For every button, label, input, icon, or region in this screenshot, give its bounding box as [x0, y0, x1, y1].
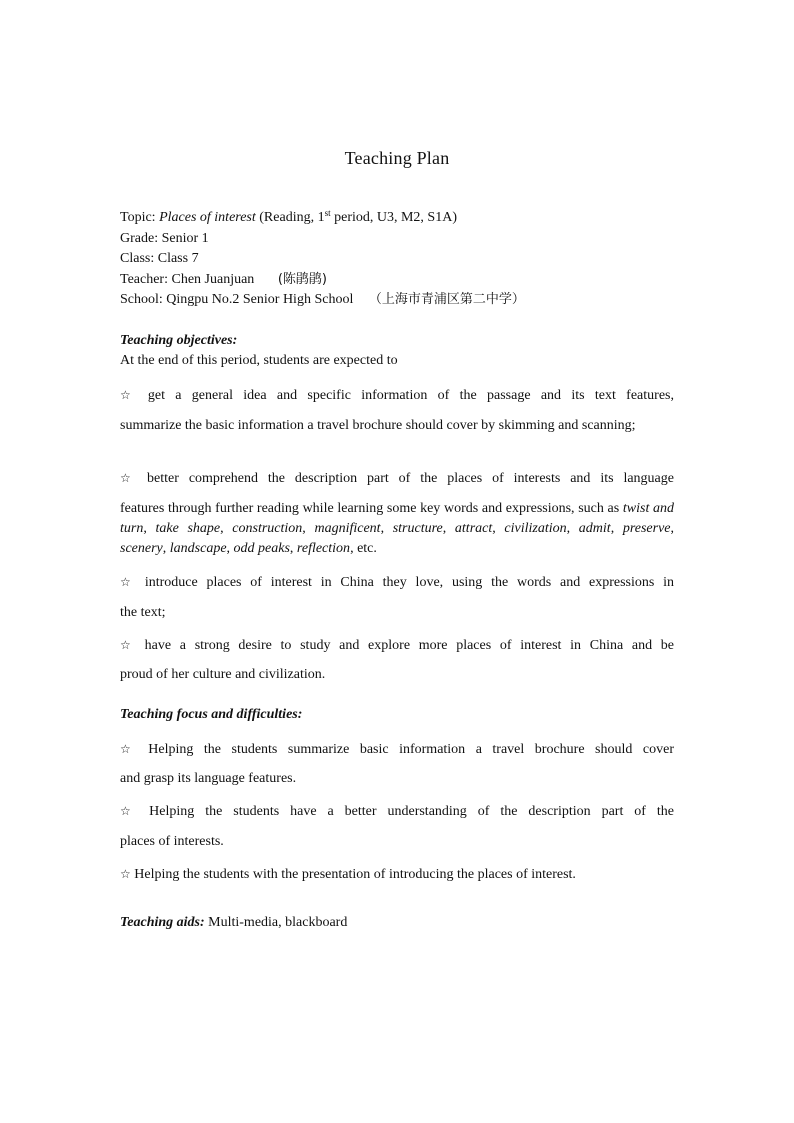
aids-line — [120, 915, 674, 931]
objectives-heading — [120, 333, 674, 349]
key-word: take shape — [155, 521, 221, 536]
key-word: construction — [232, 521, 303, 536]
key-word: attract — [454, 521, 493, 536]
objective-1-line-b: summarize the basic information a travel brochure should cover by skimming and scanning; — [120, 418, 636, 433]
focus-heading — [120, 707, 674, 723]
separator: , — [302, 521, 315, 536]
key-word: scenery — [120, 541, 163, 556]
topic-detail-b: period, U3, M2, S1A) — [330, 210, 457, 225]
separator: , — [610, 521, 623, 536]
separator: , — [492, 521, 505, 536]
focus-item-1-cont — [120, 769, 674, 789]
star-icon: ☆ — [120, 471, 138, 485]
objective-4-line-a: have a strong desire to study and explore more places of interest in China and be — [135, 638, 674, 653]
separator: , — [670, 521, 675, 536]
star-icon: ☆ — [120, 867, 131, 881]
school-name: School: Qingpu No.2 Senior High School — [120, 292, 354, 307]
star-icon: ☆ — [120, 638, 136, 652]
separator: , — [220, 521, 233, 536]
school-line — [120, 290, 680, 311]
objective-2-line-b-text: features through further reading while learning some key words and expressions, such as — [120, 501, 620, 516]
separator: , — [289, 541, 297, 556]
topic-value: Places of interest — [159, 210, 256, 225]
objective-item-4-cont — [120, 665, 674, 685]
objective-item-3-cont — [120, 603, 674, 623]
class-line: Class: Class 7 — [120, 251, 199, 266]
separator: , — [143, 521, 156, 536]
objective-2-line-b — [120, 499, 674, 559]
star-icon: ☆ — [120, 388, 138, 402]
objectives-heading-text: Teaching objectives: — [120, 333, 238, 348]
focus-item-1 — [120, 739, 674, 760]
focus-1-line-a: Helping the students summarize basic information a travel brochure should cover — [137, 742, 674, 757]
objective-4-line-b: proud of her culture and civilization. — [120, 667, 326, 682]
focus-2-line-a: Helping the students have a better understanding of the description part of the — [138, 804, 674, 819]
topic-detail-sup: st — [324, 208, 331, 218]
objectives-intro — [120, 353, 674, 369]
star-icon: ☆ — [120, 742, 138, 756]
key-word: civilization — [504, 521, 567, 536]
focus-item-2 — [120, 801, 674, 822]
objective-2-line-a: better comprehend the description part of the places of interests and its language — [137, 471, 674, 486]
star-icon: ☆ — [120, 575, 137, 589]
objective-1-line-a: get a general idea and specific information of the passage and its text features, — [137, 388, 674, 403]
objective-2-etc: , etc. — [350, 541, 377, 556]
teacher-name: Teacher: Chen Juanjuan — [120, 271, 255, 287]
lesson-info — [120, 208, 680, 311]
separator: , — [162, 541, 170, 556]
aids-value: Multi-media, blackboard — [204, 915, 348, 930]
key-word: odd peaks — [233, 541, 290, 556]
aids-label: Teaching aids: — [120, 915, 205, 930]
grade-line: Grade: Senior 1 — [120, 230, 209, 246]
key-word: twist and turn — [120, 501, 674, 536]
objective-item-2-cont — [120, 499, 674, 559]
key-word: reflection — [296, 541, 351, 556]
topic-label: Topic: — [120, 210, 156, 225]
separator: , — [380, 521, 393, 536]
separator: , — [226, 541, 234, 556]
objective-item-4 — [120, 635, 674, 656]
focus-3-line: Helping the students with the presentation of introducing the places of interest. — [130, 867, 576, 882]
key-word: structure — [392, 521, 443, 536]
topic-line — [120, 208, 680, 229]
focus-heading-text: Teaching focus and difficulties: — [120, 707, 303, 722]
focus-1-line-b: and grasp its language features. — [120, 771, 297, 786]
key-word: preserve — [622, 521, 671, 536]
objective-3-line-b: the text; — [120, 605, 166, 620]
objective-item-3 — [120, 572, 674, 593]
separator: , — [566, 521, 579, 536]
focus-item-2-cont — [120, 832, 674, 852]
teacher-line — [120, 270, 680, 291]
objective-item-1-cont — [120, 416, 674, 436]
objective-item-2 — [120, 468, 674, 489]
school-name-zh: （上海市青浦区第二中学） — [368, 292, 525, 307]
topic-detail-a: (Reading, 1 — [259, 210, 325, 225]
key-word: magnificent — [314, 521, 381, 536]
page-title: Teaching Plan — [344, 148, 450, 168]
teacher-name-zh: (陈鹃鹃) — [277, 271, 327, 287]
star-icon: ☆ — [120, 804, 139, 818]
focus-item-3 — [120, 864, 674, 885]
key-word: admit — [578, 521, 611, 536]
objective-item-1 — [120, 385, 674, 406]
focus-2-line-b: places of interests. — [120, 834, 224, 849]
key-word: landscape — [169, 541, 227, 556]
objectives-intro-text: At the end of this period, students are expected to — [120, 353, 398, 368]
separator: , — [442, 521, 455, 536]
objective-3-line-a: introduce places of interest in China they love, using the words and expressions in — [136, 575, 674, 590]
